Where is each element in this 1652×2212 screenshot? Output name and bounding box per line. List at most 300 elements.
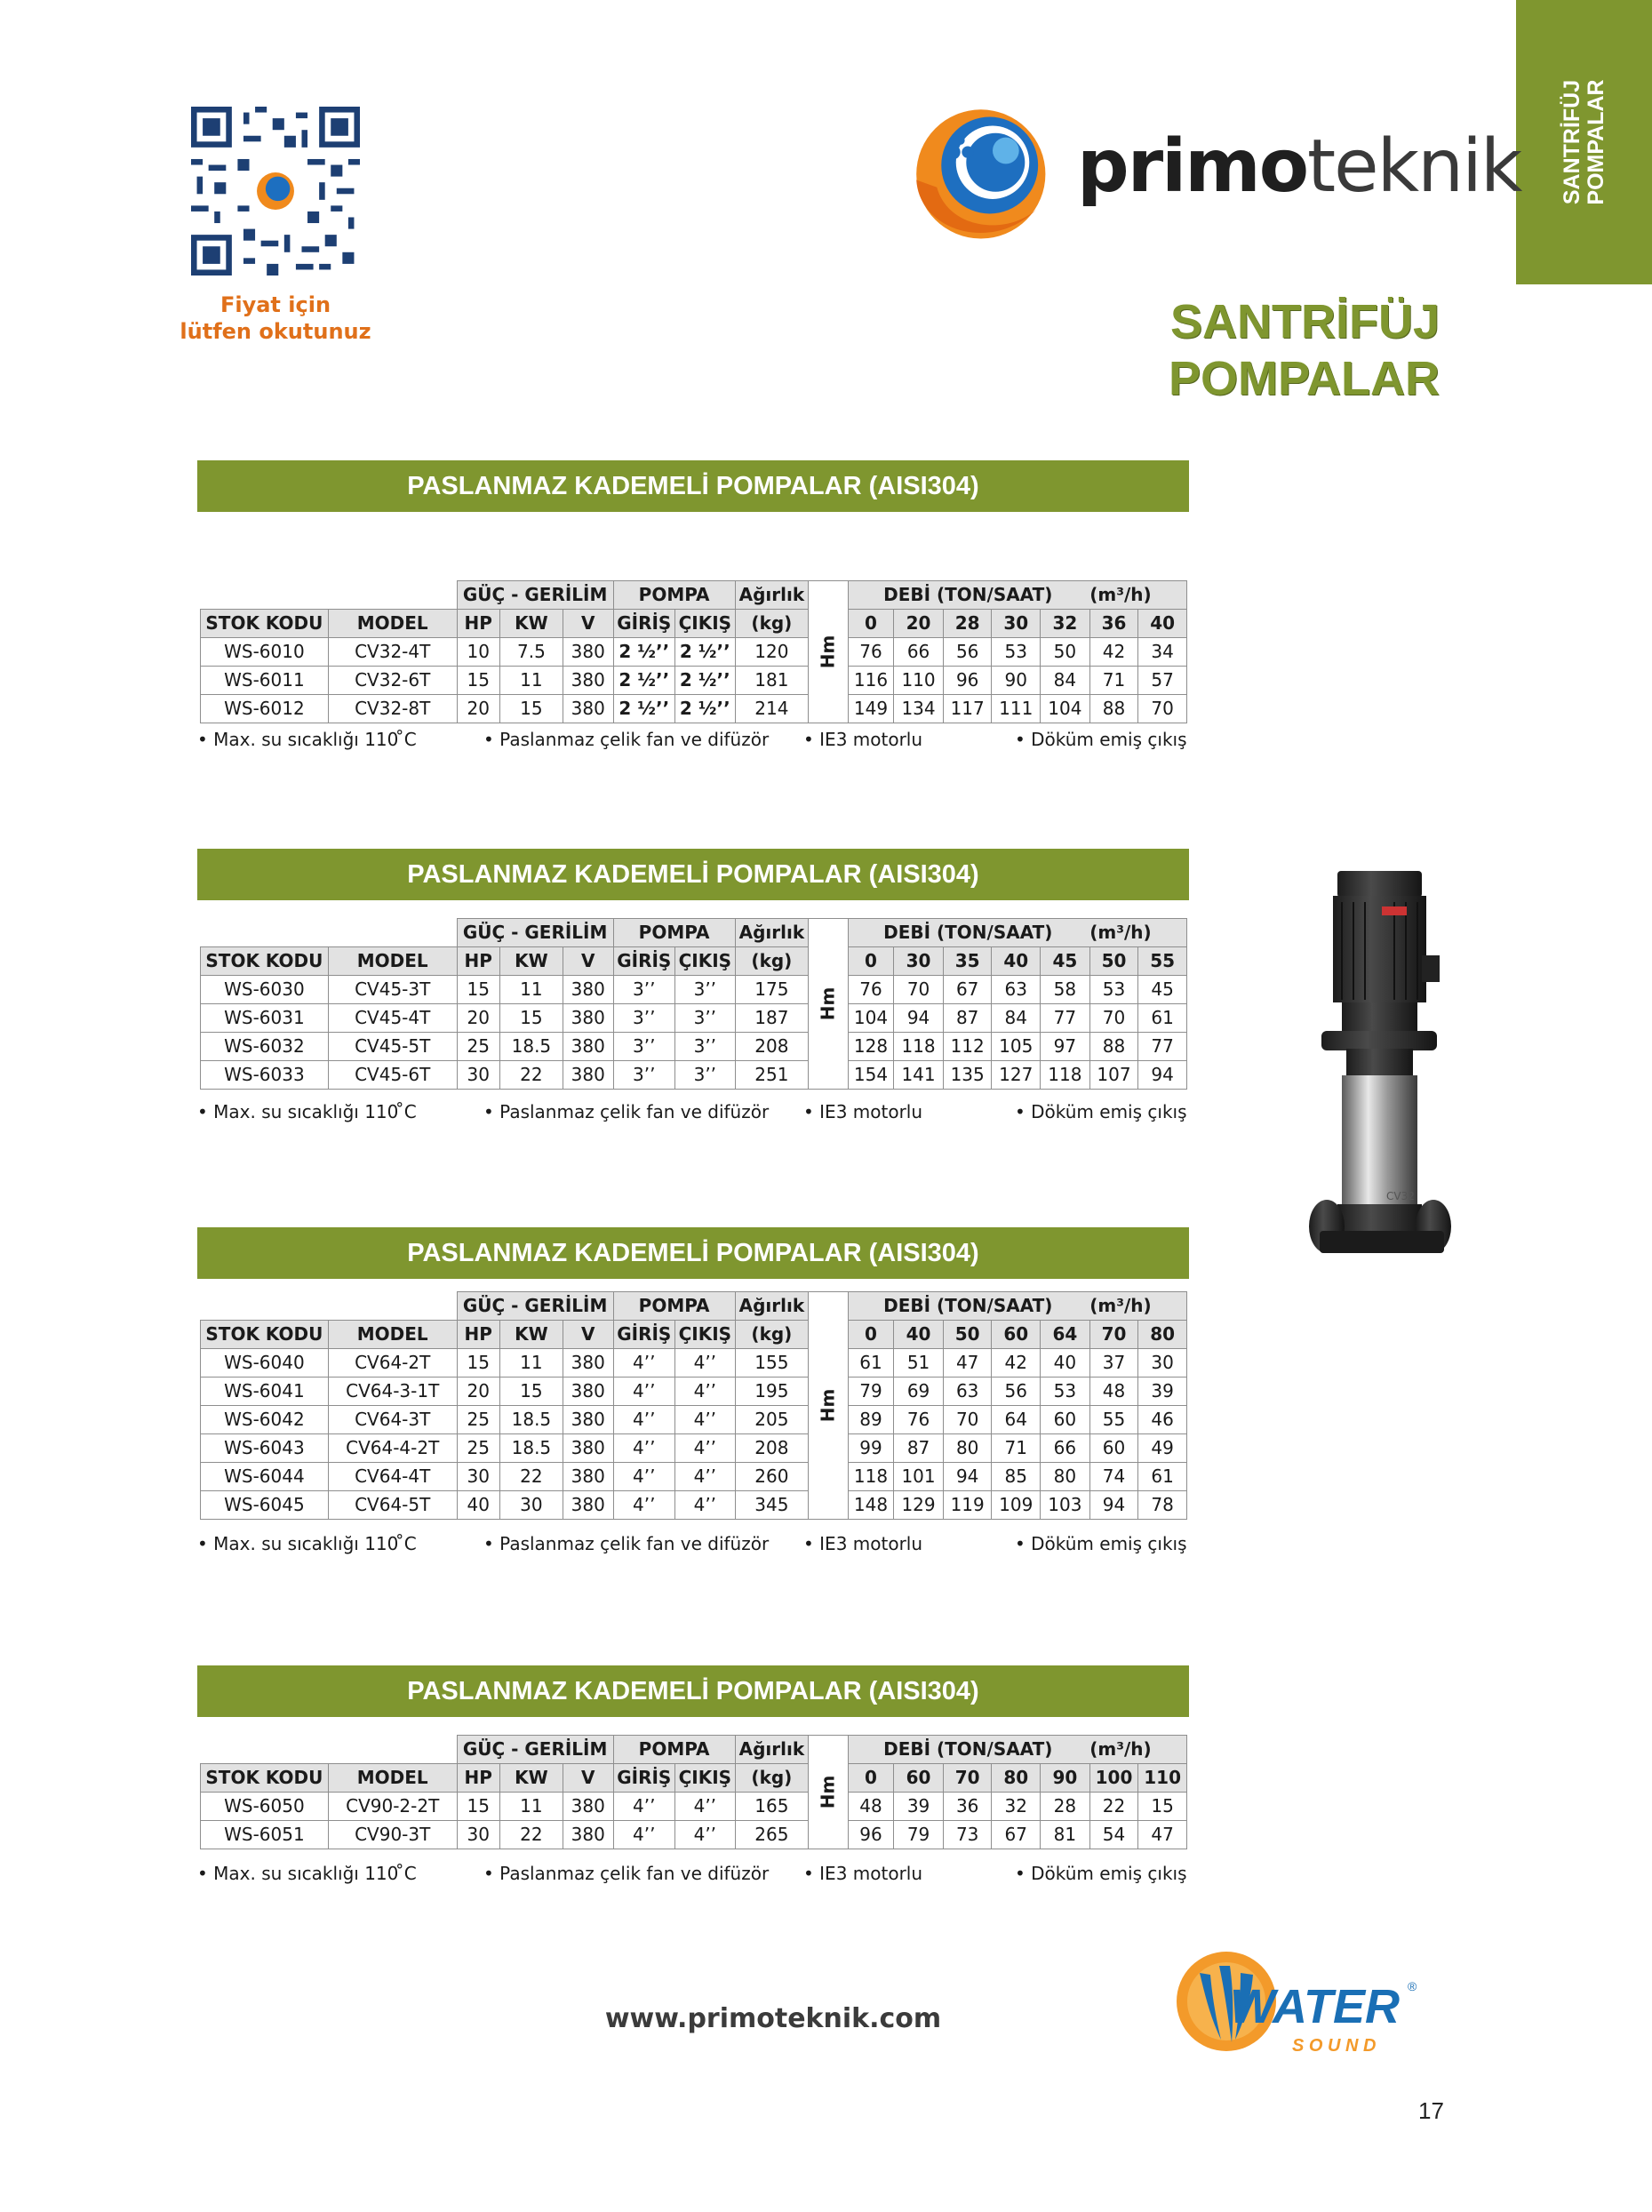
- flow-unit-label: (m³/h): [1089, 922, 1152, 943]
- voltage: 380: [563, 1004, 613, 1033]
- stock-code: WS-6051: [201, 1821, 329, 1849]
- note-max-temp: • Max. su sıcaklığı 110 ̊C: [197, 1863, 417, 1884]
- head-value: 40: [1041, 1349, 1090, 1378]
- kw: 11: [499, 976, 563, 1004]
- flow-value: 55: [1138, 947, 1187, 976]
- flow-header-label: DEBİ (TON/SAAT): [883, 922, 1053, 943]
- col-hp: HP: [457, 1321, 499, 1349]
- note-cast: • Döküm emiş çıkış: [1015, 1533, 1187, 1554]
- flow-value: 32: [1041, 610, 1090, 638]
- flow-value: 0: [848, 610, 893, 638]
- head-value: 50: [1041, 638, 1090, 667]
- weight-header: Ağırlık: [735, 1736, 808, 1764]
- head-value: 53: [1041, 1378, 1090, 1406]
- hp: 25: [457, 1434, 499, 1463]
- kw: 22: [499, 1463, 563, 1491]
- weight: 155: [735, 1349, 808, 1378]
- head-value: 47: [1138, 1821, 1187, 1849]
- voltage: 380: [563, 667, 613, 695]
- head-value: 73: [943, 1821, 992, 1849]
- head-value: 61: [848, 1349, 893, 1378]
- voltage: 380: [563, 1491, 613, 1520]
- outlet: 2 ½’’: [674, 667, 735, 695]
- col-weight: (kg): [735, 1764, 808, 1793]
- kw: 15: [499, 1378, 563, 1406]
- outlet: 3’’: [674, 1033, 735, 1061]
- stock-code: WS-6012: [201, 695, 329, 723]
- weight-header: Ağırlık: [735, 1292, 808, 1321]
- pump-header: POMPA: [613, 581, 735, 610]
- hp: 20: [457, 1004, 499, 1033]
- head-value: 55: [1089, 1406, 1138, 1434]
- head-value: 88: [1089, 695, 1138, 723]
- weight: 205: [735, 1406, 808, 1434]
- col-inlet: GİRİŞ: [613, 1321, 674, 1349]
- head-value: 118: [848, 1463, 893, 1491]
- flow-header: [848, 1292, 1186, 1321]
- outlet: 4’’: [674, 1434, 735, 1463]
- weight: 175: [735, 976, 808, 1004]
- head-value: 129: [894, 1491, 944, 1520]
- col-kw: KW: [499, 610, 563, 638]
- stock-code: WS-6040: [201, 1349, 329, 1378]
- head-value: 101: [894, 1463, 944, 1491]
- flow-unit-label: (m³/h): [1089, 1738, 1152, 1760]
- head-value: 48: [848, 1793, 893, 1821]
- col-model: MODEL: [328, 610, 457, 638]
- head-value: 149: [848, 695, 893, 723]
- col-inlet: GİRİŞ: [613, 610, 674, 638]
- col-v: V: [563, 947, 613, 976]
- hp: 30: [457, 1463, 499, 1491]
- page-title: SANTRİFÜJ POMPALAR: [1169, 295, 1440, 405]
- hm-label-text: Hm: [817, 635, 839, 669]
- flow-value: 40: [894, 1321, 944, 1349]
- pump-header: POMPA: [613, 919, 735, 947]
- outlet: 2 ½’’: [674, 695, 735, 723]
- head-value: 45: [1138, 976, 1187, 1004]
- stock-code: WS-6011: [201, 667, 329, 695]
- col-stock-code: STOK KODU: [201, 610, 329, 638]
- col-outlet: ÇIKIŞ: [674, 1321, 735, 1349]
- primoteknik-logo-icon: [905, 107, 1051, 253]
- hp: 40: [457, 1491, 499, 1520]
- head-value: 134: [894, 695, 944, 723]
- stock-code: WS-6032: [201, 1033, 329, 1061]
- head-value: 67: [943, 976, 992, 1004]
- flow-value: 110: [1138, 1764, 1187, 1793]
- model: CV32-6T: [328, 667, 457, 695]
- note-max-temp: • Max. su sıcaklığı 110 ̊C: [197, 1101, 417, 1122]
- model: CV45-4T: [328, 1004, 457, 1033]
- head-value: 88: [1089, 1033, 1138, 1061]
- water-sub-text: S O U N D: [1292, 2036, 1377, 2056]
- head-value: 77: [1041, 1004, 1090, 1033]
- flow-value: 40: [1138, 610, 1187, 638]
- flow-value: 64: [1041, 1321, 1090, 1349]
- product-section-3: [197, 1227, 1189, 1554]
- head-value: 51: [894, 1349, 944, 1378]
- head-value: 70: [1089, 1004, 1138, 1033]
- outlet: 3’’: [674, 1004, 735, 1033]
- kw: 30: [499, 1491, 563, 1520]
- head-value: 58: [1041, 976, 1090, 1004]
- weight: 187: [735, 1004, 808, 1033]
- table-row: [201, 1378, 1187, 1406]
- weight: 208: [735, 1033, 808, 1061]
- voltage: 380: [563, 1406, 613, 1434]
- note-stainless: • Paslanmaz çelik fan ve difüzör: [483, 1863, 770, 1884]
- hp: 20: [457, 1378, 499, 1406]
- side-tab-line2: POMPALAR: [1583, 79, 1608, 205]
- power-voltage-header: GÜÇ - GERİLİM: [457, 1292, 613, 1321]
- col-hp: HP: [457, 1764, 499, 1793]
- col-kw: KW: [499, 1764, 563, 1793]
- flow-header: [848, 581, 1186, 610]
- voltage: 380: [563, 1033, 613, 1061]
- col-v: V: [563, 1764, 613, 1793]
- voltage: 380: [563, 976, 613, 1004]
- head-value: 79: [848, 1378, 893, 1406]
- outlet: 4’’: [674, 1406, 735, 1434]
- stock-code: WS-6044: [201, 1463, 329, 1491]
- qr-caption: [160, 291, 391, 345]
- voltage: 380: [563, 1349, 613, 1378]
- head-value: 42: [992, 1349, 1041, 1378]
- stock-code: WS-6050: [201, 1793, 329, 1821]
- flow-value: 60: [992, 1321, 1041, 1349]
- table-row: [201, 1821, 1187, 1849]
- weight: 251: [735, 1061, 808, 1090]
- weight: 181: [735, 667, 808, 695]
- model: CV45-3T: [328, 976, 457, 1004]
- flow-value: 100: [1089, 1764, 1138, 1793]
- table-row: [201, 1406, 1187, 1434]
- head-value: 103: [1041, 1491, 1090, 1520]
- head-value: 69: [894, 1378, 944, 1406]
- col-stock-code: STOK KODU: [201, 1321, 329, 1349]
- note-cast: • Döküm emiş çıkış: [1015, 729, 1187, 750]
- note-ie3: • IE3 motorlu: [803, 729, 923, 750]
- water-brand-text: WATER: [1230, 1980, 1400, 2033]
- inlet: 4’’: [613, 1463, 674, 1491]
- stock-code: WS-6042: [201, 1406, 329, 1434]
- flow-header-label: DEBİ (TON/SAAT): [883, 584, 1053, 605]
- head-value: 63: [992, 976, 1041, 1004]
- note-ie3: • IE3 motorlu: [803, 1863, 923, 1884]
- outlet: 3’’: [674, 976, 735, 1004]
- outlet: 4’’: [674, 1463, 735, 1491]
- table-row: [201, 976, 1187, 1004]
- head-value: 76: [848, 976, 893, 1004]
- table-row: [201, 1033, 1187, 1061]
- weight-header: Ağırlık: [735, 581, 808, 610]
- flow-value: 45: [1041, 947, 1090, 976]
- head-value: 76: [894, 1406, 944, 1434]
- model: CV90-2-2T: [328, 1793, 457, 1821]
- spec-table: [200, 1735, 1187, 1849]
- kw: 18.5: [499, 1033, 563, 1061]
- head-value: 30: [1138, 1349, 1187, 1378]
- side-tab-label: [1560, 79, 1608, 204]
- kw: 7.5: [499, 638, 563, 667]
- weight: 214: [735, 695, 808, 723]
- qr-code-icon[interactable]: [191, 107, 360, 276]
- head-value: 112: [943, 1033, 992, 1061]
- table-row: [201, 1463, 1187, 1491]
- head-value: 76: [848, 638, 893, 667]
- note-max-temp: • Max. su sıcaklığı 110 ̊C: [197, 729, 417, 750]
- head-value: 128: [848, 1033, 893, 1061]
- table-row: [201, 1434, 1187, 1463]
- brand-name-light: teknik: [1307, 124, 1521, 209]
- head-value: 104: [1041, 695, 1090, 723]
- model: CV64-4-2T: [328, 1434, 457, 1463]
- flow-value: 50: [943, 1321, 992, 1349]
- hm-label: [809, 581, 849, 723]
- head-value: 94: [894, 1004, 944, 1033]
- hp: 20: [457, 695, 499, 723]
- kw: 11: [499, 1349, 563, 1378]
- inlet: 4’’: [613, 1406, 674, 1434]
- head-value: 85: [992, 1463, 1041, 1491]
- table-row: [201, 1349, 1187, 1378]
- hm-label: [809, 919, 849, 1090]
- stock-code: WS-6030: [201, 976, 329, 1004]
- registered-mark: ®: [1408, 1979, 1417, 1993]
- brand-name-bold: primo: [1077, 124, 1308, 209]
- head-value: 71: [992, 1434, 1041, 1463]
- head-value: 141: [894, 1061, 944, 1090]
- head-value: 117: [943, 695, 992, 723]
- model: CV64-3-1T: [328, 1378, 457, 1406]
- power-voltage-header: GÜÇ - GERİLİM: [457, 1736, 613, 1764]
- head-value: 60: [1041, 1406, 1090, 1434]
- model: CV32-4T: [328, 638, 457, 667]
- head-value: 66: [894, 638, 944, 667]
- note-stainless: • Paslanmaz çelik fan ve difüzör: [483, 1101, 770, 1122]
- voltage: 380: [563, 1061, 613, 1090]
- model: CV64-5T: [328, 1491, 457, 1520]
- head-value: 42: [1089, 638, 1138, 667]
- qr-caption-line1: Fiyat için: [219, 292, 331, 317]
- weight: 120: [735, 638, 808, 667]
- head-value: 90: [992, 667, 1041, 695]
- note-ie3: • IE3 motorlu: [803, 1101, 923, 1122]
- model: CV32-8T: [328, 695, 457, 723]
- head-value: 37: [1089, 1349, 1138, 1378]
- voltage: 380: [563, 638, 613, 667]
- table-row: [201, 1004, 1187, 1033]
- col-model: MODEL: [328, 1321, 457, 1349]
- flow-unit-label: (m³/h): [1089, 584, 1152, 605]
- col-hp: HP: [457, 610, 499, 638]
- stock-code: WS-6045: [201, 1491, 329, 1520]
- table-row: [201, 1491, 1187, 1520]
- col-v: V: [563, 1321, 613, 1349]
- head-value: 71: [1089, 667, 1138, 695]
- website-link[interactable]: www.primoteknik.com: [604, 2003, 942, 2034]
- inlet: 2 ½’’: [613, 638, 674, 667]
- head-value: 84: [1041, 667, 1090, 695]
- head-value: 154: [848, 1061, 893, 1090]
- head-value: 110: [894, 667, 944, 695]
- hm-label: [809, 1736, 849, 1849]
- head-value: 70: [894, 976, 944, 1004]
- flow-value: 70: [1089, 1321, 1138, 1349]
- vertical-pump-image: [1302, 871, 1453, 1258]
- table-row: [201, 1061, 1187, 1090]
- hp: 30: [457, 1821, 499, 1849]
- col-weight: (kg): [735, 610, 808, 638]
- head-value: 78: [1138, 1491, 1187, 1520]
- stock-code: WS-6010: [201, 638, 329, 667]
- head-value: 70: [943, 1406, 992, 1434]
- table-row: [201, 695, 1187, 723]
- flow-value: 28: [943, 610, 992, 638]
- hm-label: [809, 1292, 849, 1520]
- watersound-logo-icon: [1175, 1946, 1441, 2062]
- side-tab-line1: SANTRİFÜJ: [1559, 79, 1584, 205]
- flow-value: 35: [943, 947, 992, 976]
- inlet: 3’’: [613, 1033, 674, 1061]
- power-voltage-header: GÜÇ - GERİLİM: [457, 581, 613, 610]
- head-value: 148: [848, 1491, 893, 1520]
- hp: 15: [457, 1793, 499, 1821]
- hp: 15: [457, 976, 499, 1004]
- col-weight: (kg): [735, 1321, 808, 1349]
- head-value: 53: [992, 638, 1041, 667]
- head-value: 84: [992, 1004, 1041, 1033]
- head-value: 105: [992, 1033, 1041, 1061]
- flow-value: 0: [848, 1321, 893, 1349]
- col-model: MODEL: [328, 947, 457, 976]
- section-banner: PASLANMAZ KADEMELİ POMPALAR (AISI304): [197, 849, 1189, 900]
- voltage: 380: [563, 1793, 613, 1821]
- weight: 165: [735, 1793, 808, 1821]
- stock-code: WS-6043: [201, 1434, 329, 1463]
- col-kw: KW: [499, 947, 563, 976]
- head-value: 28: [1041, 1793, 1090, 1821]
- spec-table: [200, 1291, 1187, 1520]
- col-inlet: GİRİŞ: [613, 947, 674, 976]
- note-stainless: • Paslanmaz çelik fan ve difüzör: [483, 1533, 770, 1554]
- voltage: 380: [563, 1463, 613, 1491]
- col-kw: KW: [499, 1321, 563, 1349]
- outlet: 4’’: [674, 1491, 735, 1520]
- head-value: 61: [1138, 1463, 1187, 1491]
- flow-header-label: DEBİ (TON/SAAT): [883, 1738, 1053, 1760]
- head-value: 94: [1138, 1061, 1187, 1090]
- hp: 15: [457, 667, 499, 695]
- hm-label-text: Hm: [817, 1775, 839, 1809]
- product-section-1: [197, 460, 1189, 750]
- inlet: 3’’: [613, 1061, 674, 1090]
- col-model: MODEL: [328, 1764, 457, 1793]
- flow-value: 40: [992, 947, 1041, 976]
- table-row: [201, 667, 1187, 695]
- head-value: 22: [1089, 1793, 1138, 1821]
- model: CV64-4T: [328, 1463, 457, 1491]
- inlet: 4’’: [613, 1821, 674, 1849]
- head-value: 111: [992, 695, 1041, 723]
- weight: 208: [735, 1434, 808, 1463]
- head-value: 116: [848, 667, 893, 695]
- flow-header: [848, 919, 1186, 947]
- stock-code: WS-6033: [201, 1061, 329, 1090]
- table-row: [201, 1793, 1187, 1821]
- head-value: 46: [1138, 1406, 1187, 1434]
- model: CV64-2T: [328, 1349, 457, 1378]
- col-stock-code: STOK KODU: [201, 947, 329, 976]
- head-value: 70: [1138, 695, 1187, 723]
- kw: 18.5: [499, 1434, 563, 1463]
- kw: 15: [499, 695, 563, 723]
- flow-header-label: DEBİ (TON/SAAT): [883, 1295, 1053, 1316]
- head-value: 47: [943, 1349, 992, 1378]
- inlet: 4’’: [613, 1349, 674, 1378]
- head-value: 63: [943, 1378, 992, 1406]
- head-value: 39: [1138, 1378, 1187, 1406]
- hm-label-text: Hm: [817, 986, 839, 1021]
- flow-value: 0: [848, 947, 893, 976]
- voltage: 380: [563, 1378, 613, 1406]
- model: CV64-3T: [328, 1406, 457, 1434]
- head-value: 80: [1041, 1463, 1090, 1491]
- head-value: 80: [943, 1434, 992, 1463]
- head-value: 61: [1138, 1004, 1187, 1033]
- section-banner: PASLANMAZ KADEMELİ POMPALAR (AISI304): [197, 1665, 1189, 1717]
- voltage: 380: [563, 1434, 613, 1463]
- weight: 195: [735, 1378, 808, 1406]
- head-value: 109: [992, 1491, 1041, 1520]
- table-row: [201, 638, 1187, 667]
- side-tab: [1516, 0, 1652, 284]
- head-value: 89: [848, 1406, 893, 1434]
- stock-code: WS-6031: [201, 1004, 329, 1033]
- inlet: 4’’: [613, 1491, 674, 1520]
- head-value: 49: [1138, 1434, 1187, 1463]
- head-value: 64: [992, 1406, 1041, 1434]
- head-value: 77: [1138, 1033, 1187, 1061]
- col-inlet: GİRİŞ: [613, 1764, 674, 1793]
- outlet: 4’’: [674, 1821, 735, 1849]
- weight: 345: [735, 1491, 808, 1520]
- outlet: 4’’: [674, 1793, 735, 1821]
- svg-text:CV32: CV32: [1386, 1190, 1415, 1202]
- flow-value: 20: [894, 610, 944, 638]
- head-value: 53: [1089, 976, 1138, 1004]
- inlet: 3’’: [613, 976, 674, 1004]
- page-number: 17: [1418, 2097, 1444, 2124]
- brand-name: [1077, 123, 1520, 212]
- head-value: 36: [943, 1793, 992, 1821]
- head-value: 34: [1138, 638, 1187, 667]
- head-value: 32: [992, 1793, 1041, 1821]
- head-value: 96: [943, 667, 992, 695]
- head-value: 79: [894, 1821, 944, 1849]
- product-section-2: [197, 849, 1189, 1122]
- power-voltage-header: GÜÇ - GERİLİM: [457, 919, 613, 947]
- col-outlet: ÇIKIŞ: [674, 1764, 735, 1793]
- head-value: 118: [1041, 1061, 1090, 1090]
- head-value: 135: [943, 1061, 992, 1090]
- inlet: 4’’: [613, 1378, 674, 1406]
- note-ie3: • IE3 motorlu: [803, 1533, 923, 1554]
- spec-table: [200, 580, 1187, 723]
- col-weight: (kg): [735, 947, 808, 976]
- hp: 10: [457, 638, 499, 667]
